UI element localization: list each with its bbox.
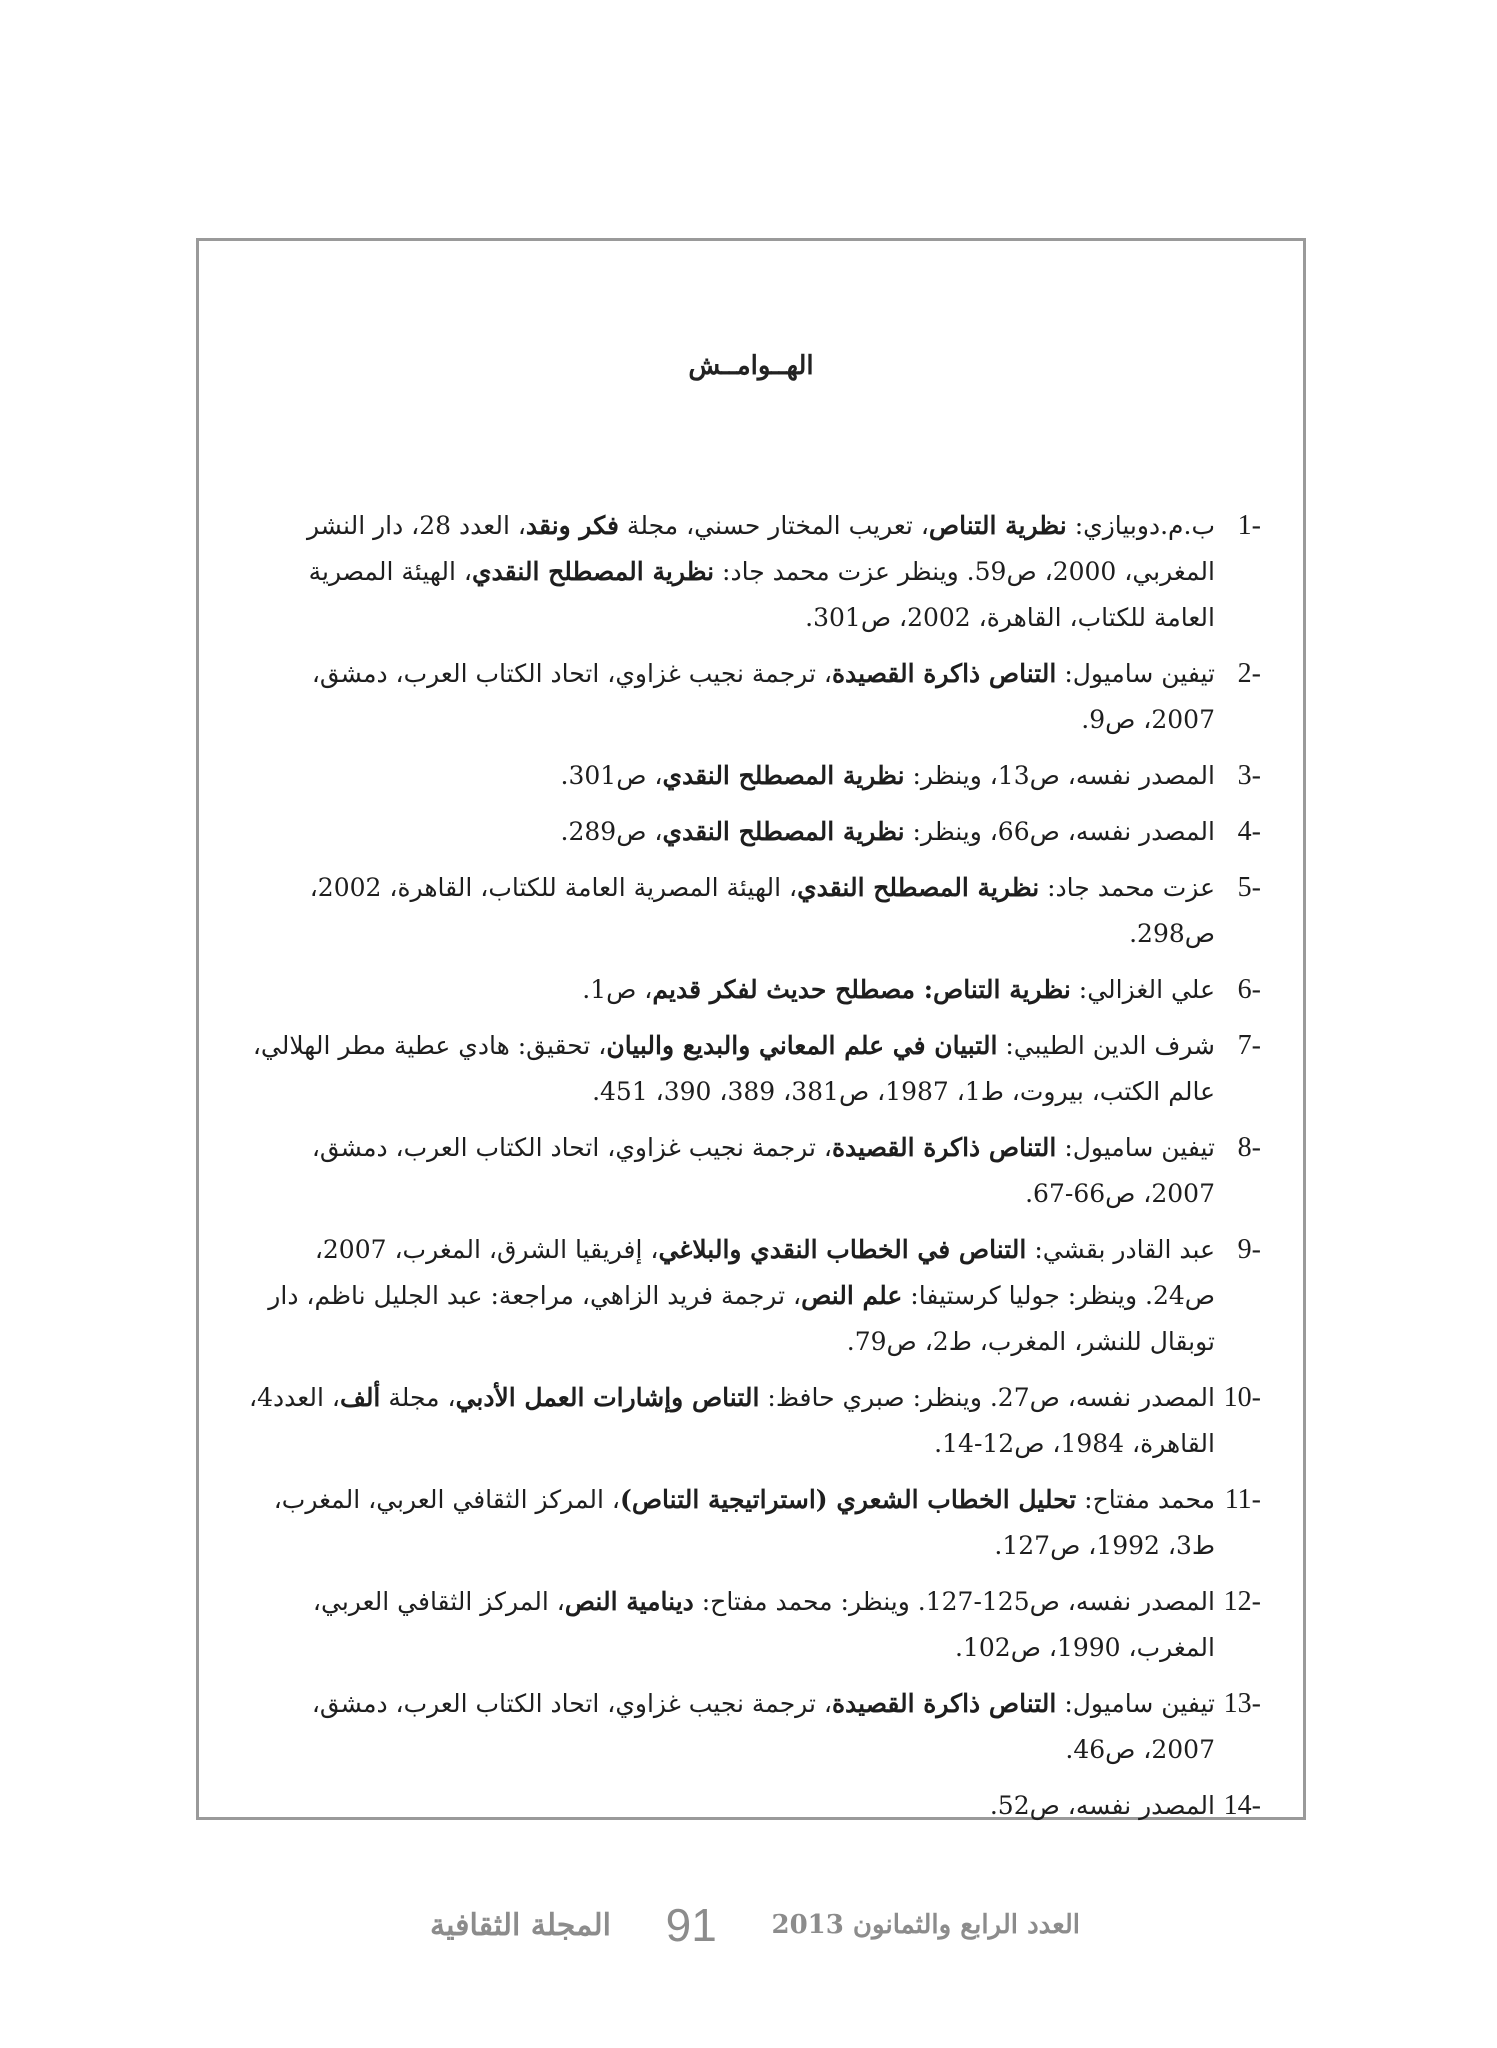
footnote-text: محمد مفتاح:	[1076, 1485, 1215, 1514]
footnote-title: التناص ذاكرة القصيدة	[831, 1133, 1057, 1162]
footnote-title: التناص وإشارات العمل الأدبي	[455, 1383, 760, 1412]
footnote-title: التناص ذاكرة القصيدة	[831, 1689, 1057, 1718]
footnote-title: التناص في الخطاب النقدي والبلاغي	[658, 1235, 1027, 1264]
footnote-text: ، ترجمة فريد الزاهي، مراجعة: عبد الجليل ناظم، دار توبقال للنشر، المغرب، ط2، ص79.	[268, 1281, 1215, 1356]
footnote-title: دينامية النص	[564, 1587, 694, 1616]
footnote-text: ، تحقيق: هادي عطية مطر الهلالي، عالم الكتب، بيروت، ط1، 1987، ص381، 389، 390، 451.	[252, 1031, 1215, 1106]
footnote-text: تيفين ساميول:	[1056, 659, 1215, 688]
footnote-text: ، تعريب المختار حسني، مجلة	[618, 511, 929, 540]
footnote-text: المصدر نفسه، ص125-127. وينظر: محمد مفتاح:	[693, 1587, 1215, 1616]
issue-label: العدد الرابع والثمانون 2013	[771, 1910, 1080, 1940]
footnote-title: فكر ونقد	[525, 511, 619, 540]
footnote-text: ، الهيئة المصرية العامة للكتاب، القاهرة، 2002، ص301.	[308, 557, 1215, 632]
footnote-item	[241, 865, 1261, 957]
footnote-number: 14-	[1223, 1790, 1261, 1821]
footnote-number: 2-	[1237, 658, 1261, 689]
footnote-text: ، ص1.	[582, 975, 653, 1004]
footnote-text: ، المركز الثقافي العربي، المغرب، ط3، 1992، ص127.	[273, 1485, 1215, 1560]
footnote-item	[241, 753, 1261, 799]
footnote-title: ألف	[339, 1383, 381, 1412]
footnote-text: ، ترجمة نجيب غزاوي، اتحاد الكتاب العرب، دمشق، 2007، ص46.	[311, 1689, 1215, 1764]
footnote-item	[241, 1477, 1261, 1569]
footnote-text: ، المركز الثقافي العربي، المغرب، 1990، ص102.	[312, 1587, 1215, 1662]
footnote-number: 6-	[1237, 974, 1261, 1005]
footnote-item	[241, 1125, 1261, 1217]
footnote-text: عبد القادر بقشي:	[1026, 1235, 1215, 1264]
footnote-text: ، ترجمة نجيب غزاوي، اتحاد الكتاب العرب، دمشق، 2007، ص9.	[311, 659, 1215, 734]
footnotes-frame	[196, 238, 1306, 1820]
footnote-item	[241, 1579, 1261, 1671]
footnote-item	[241, 503, 1261, 641]
footnote-text: ، إفريقيا الشرق، المغرب، 2007، ص24. وينظر: جوليا كرستيفا:	[314, 1235, 1215, 1310]
footnote-number: 12-	[1223, 1586, 1261, 1617]
footnote-text: ، الهيئة المصرية العامة للكتاب، القاهرة، 2002، ص298.	[309, 873, 1215, 948]
footnote-text: عزت محمد جاد:	[1039, 873, 1215, 902]
footnote-item	[241, 1227, 1261, 1365]
footnote-item	[241, 967, 1261, 1013]
footnote-text: ، العدد 28، دار النشر المغربي، 2000، ص59. وينظر عزت محمد جاد:	[306, 511, 1215, 586]
footnote-text: ب.م.دوبيازي:	[1066, 511, 1215, 540]
footnote-item	[241, 1783, 1261, 1829]
footnote-title: نظرية المصطلح النقدي	[662, 761, 905, 790]
footnote-text: المصدر نفسه، ص13، وينظر:	[904, 761, 1215, 790]
footnote-number: 1-	[1237, 510, 1261, 541]
page-title: الهــوامــش	[688, 351, 814, 381]
footnote-number: 10-	[1223, 1382, 1261, 1413]
footnotes-list	[241, 503, 1261, 1839]
footnote-text: ، مجلة	[380, 1383, 456, 1412]
footnote-text: علي الغزالي:	[1070, 975, 1215, 1004]
footnote-text: تيفين ساميول:	[1056, 1689, 1215, 1718]
footnote-number: 7-	[1237, 1030, 1261, 1061]
footnote-number: 13-	[1223, 1688, 1261, 1719]
footnote-number: 8-	[1237, 1132, 1261, 1163]
footnote-title: نظرية المصطلح النقدي	[797, 873, 1040, 902]
footnote-item	[241, 1375, 1261, 1467]
footnote-text: المصدر نفسه، ص66، وينظر:	[904, 817, 1215, 846]
footnote-title: التناص ذاكرة القصيدة	[831, 659, 1057, 688]
footnote-number: 3-	[1237, 760, 1261, 791]
footnote-title: نظرية المصطلح النقدي	[471, 557, 715, 586]
footnote-title: علم النص	[801, 1281, 903, 1310]
footnote-number: 11-	[1224, 1484, 1261, 1515]
footnote-text: المصدر نفسه، ص27. وينظر: صبري حافظ:	[759, 1383, 1215, 1412]
footnote-text: ، ص301.	[560, 761, 663, 790]
footnote-number: 5-	[1237, 872, 1261, 903]
footnote-item	[241, 1681, 1261, 1773]
footnote-text: المصدر نفسه، ص52.	[989, 1791, 1215, 1820]
footnote-item	[241, 651, 1261, 743]
footnote-title: نظرية التناص	[928, 511, 1067, 540]
footnote-title: تحليل الخطاب الشعري (استراتيجية التناص)	[620, 1485, 1077, 1514]
footnote-item	[241, 809, 1261, 855]
footnote-text: شرف الدين الطيبي:	[997, 1031, 1215, 1060]
footnote-number: 4-	[1237, 816, 1261, 847]
magazine-name: المجلة الثقافية	[430, 1907, 611, 1943]
page-footer	[430, 1900, 1080, 1950]
footnote-text: تيفين ساميول:	[1056, 1133, 1215, 1162]
footnote-title: التبيان في علم المعاني والبديع والبيان	[606, 1031, 998, 1060]
footnote-title: نظرية المصطلح النقدي	[662, 817, 905, 846]
footnote-text: ، ص289.	[560, 817, 663, 846]
footnote-title: نظرية التناص: مصطلح حديث لفكر قديم	[652, 975, 1071, 1004]
page-number: 91	[665, 1899, 717, 1951]
footnote-text: ، ترجمة نجيب غزاوي، اتحاد الكتاب العرب، دمشق، 2007، ص66-67.	[311, 1133, 1215, 1208]
footnote-item	[241, 1023, 1261, 1115]
footnote-number: 9-	[1237, 1234, 1261, 1265]
footnote-text: ، العدد4، القاهرة، 1984، ص12-14.	[249, 1383, 1215, 1458]
